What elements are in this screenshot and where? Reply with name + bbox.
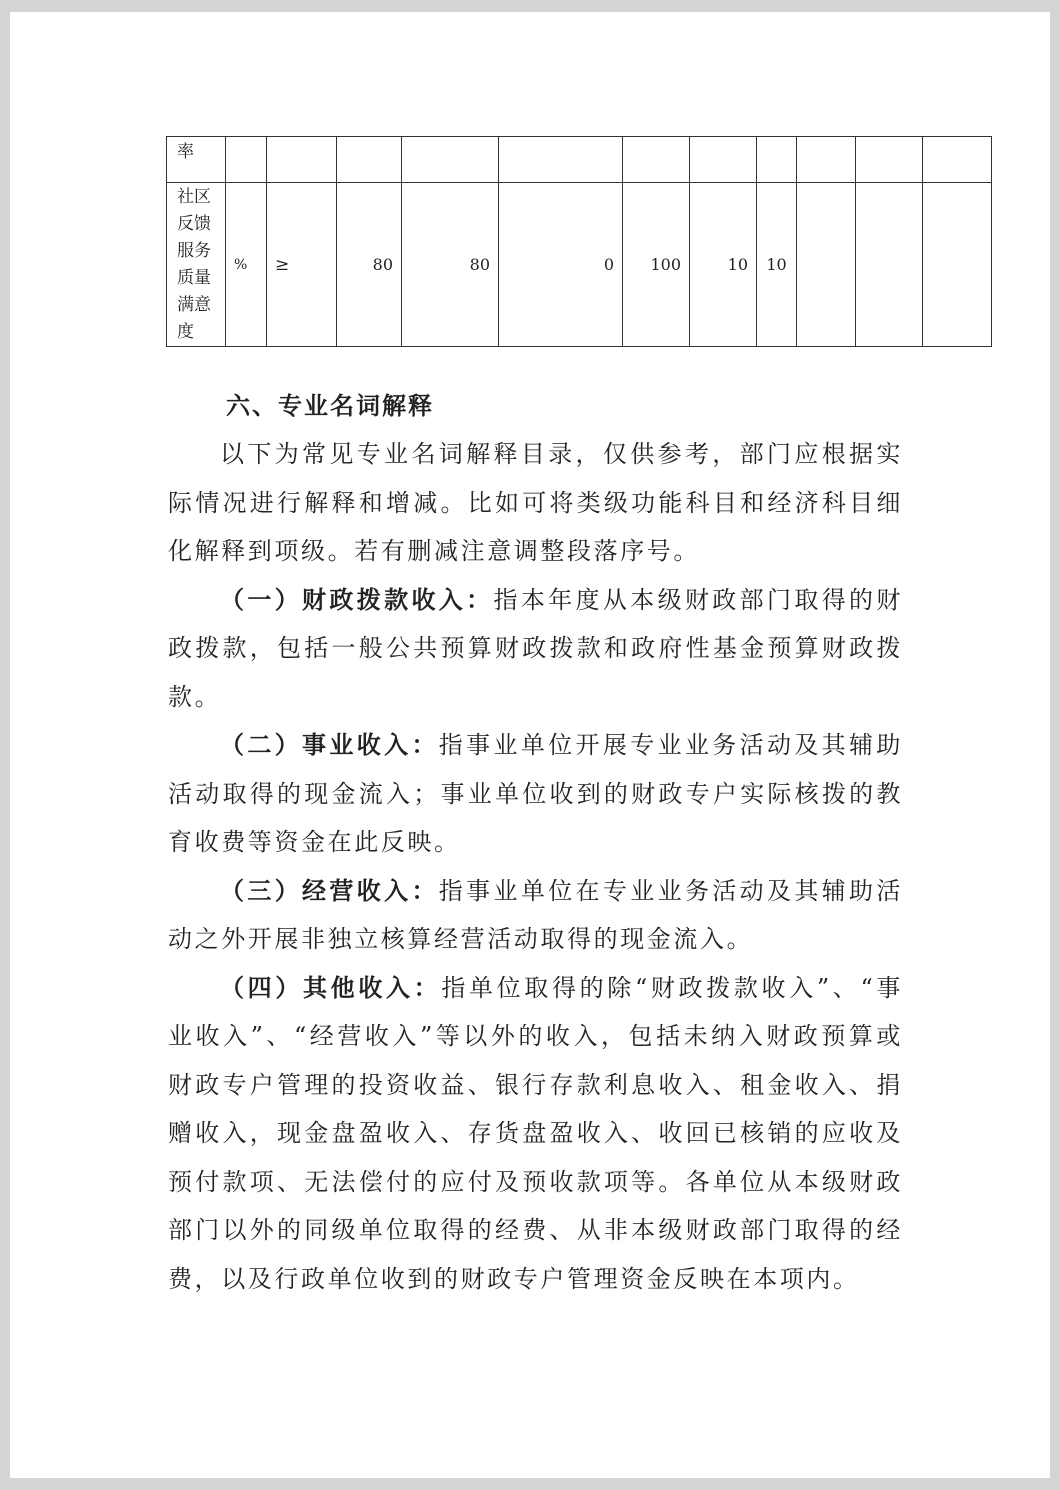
table-cell	[797, 137, 856, 183]
table-cell	[499, 137, 623, 183]
table-cell	[923, 183, 992, 347]
table-cell	[267, 137, 337, 183]
table-cell	[226, 137, 267, 183]
value-cell: 100	[623, 183, 690, 347]
value-cell: 10	[690, 183, 757, 347]
glossary-definition: 指事业单位在专业业务活动及其辅助活动之外开展非独立核算经营活动取得的现金流入。	[168, 876, 903, 953]
table-row	[167, 137, 992, 183]
table-cell	[402, 137, 499, 183]
table-cell	[690, 137, 757, 183]
value-cell: 80	[402, 183, 499, 347]
glossary-item	[168, 964, 903, 1304]
glossary-term: （一）财政拨款收入：	[220, 585, 494, 614]
document-page	[10, 12, 1050, 1478]
glossary-section	[168, 382, 903, 1303]
intro-paragraph: 以下为常见专业名词解释目录，仅供参考，部门应根据实际情况进行解释和增减。比如可将类级功能科目和经济科目细化解释到项级。若有删减注意调整段落序号。	[168, 440, 903, 565]
indicator-name-cell: 社区反馈服务质量满意度	[167, 183, 226, 347]
table-cell	[923, 137, 992, 183]
indicator-name-cell: 率	[167, 137, 226, 183]
value-cell: 10	[757, 183, 797, 347]
glossary-definition: 指单位取得的除“财政拨款收入”、“事业收入”、“经营收入”等以外的收入，包括未纳入财政预算或财政专户管理的投资收益、银行存款利息收入、租金收入、捐赠收入，现金盘盈收入、存货盘盈收入、收回已核销的应收及预付款项、无法偿付的应付及预收款项等。各单位从本级财政部门以外的同级单位取得的经费、从非本级财政部门取得的经费，以及行政单位收到的财政专户管理资金反映在本项内。	[168, 973, 903, 1293]
glossary-item	[168, 576, 903, 722]
operator-cell: ≥	[267, 183, 337, 347]
glossary-definition: 指事业单位开展专业业务活动及其辅助活动取得的现金流入；事业单位收到的财政专户实际核拨的教育收费等资金在此反映。	[168, 731, 903, 856]
table-cell	[797, 183, 856, 347]
glossary-term: （三）经营收入：	[220, 876, 439, 905]
table-cell	[856, 183, 923, 347]
value-cell: 0	[499, 183, 623, 347]
table-cell	[337, 137, 402, 183]
table-row	[167, 183, 992, 347]
unit-cell: %	[226, 183, 267, 347]
table-cell	[757, 137, 797, 183]
glossary-term: （二）事业收入：	[220, 731, 439, 759]
glossary-definition: 指本年度从本级财政部门取得的财政拨款，包括一般公共预算财政拨款和政府性基金预算财政拨款。	[168, 585, 903, 711]
section-title: 六、专业名词解释	[226, 392, 434, 420]
glossary-item	[168, 867, 903, 964]
value-cell: 80	[337, 183, 402, 347]
performance-table	[166, 136, 992, 347]
table-cell	[623, 137, 690, 183]
glossary-item	[168, 721, 903, 867]
table-cell	[856, 137, 923, 183]
glossary-term: （四）其他收入：	[220, 973, 442, 1002]
